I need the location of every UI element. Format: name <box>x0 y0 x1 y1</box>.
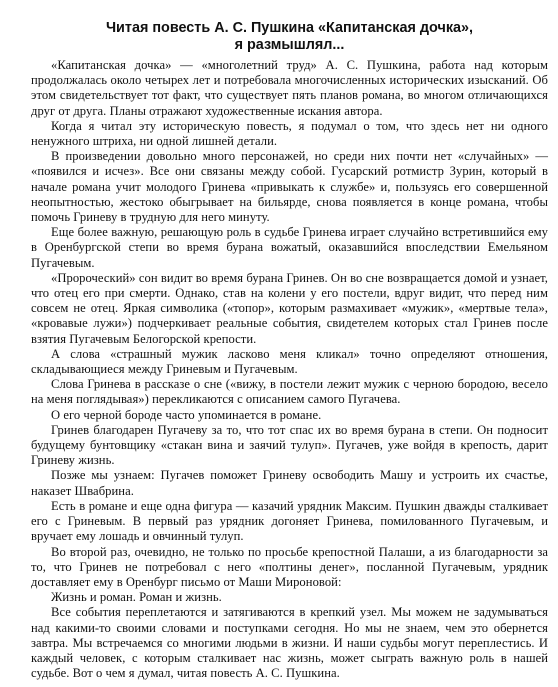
paragraph: Гринев благодарен Пугачеву за то, что тот спас их во время бурана в степи. Он подносит будущему бунтовщику «стакан вина и заячий тулуп». Пугачев, уже войдя в крепость, дарит Гриневу жизнь. <box>31 422 548 468</box>
paragraph: Во второй раз, очевидно, не только по просьбе крепостной Палаши, а из благодарности за то, что Гринев не потребовал с него «полтины денег», посланной Пугачевым, урядник доставляет ему в Оренбург письмо от Маши Мироновой: <box>31 544 548 589</box>
paragraph: Позже мы узнаем: Пугачев поможет Гриневу освободить Машу и устроить их счастье, наказет Швабрина. <box>31 468 548 498</box>
essay-body <box>31 58 548 681</box>
paragraph: Когда я читал эту историческую повесть, я подумал о том, что здесь нет ни одного ненужного штриха, ни одной лишней детали. <box>31 118 548 149</box>
essay-title <box>31 20 548 54</box>
paragraph: «Пророческий» сон видит во время бурана Гринев. Он во сне возвращается домой и узнает, что отец его при смерти. Однако, став на колени у его постели, вдруг видит, что перед ним совсем не отец. Яркая символика («топор», которым размахивает «мужик», «мертвые тела», «кровавые лужи») подчеркивает реальные события, свидетелем которых стал Гринев после взятия Пугачевым Белогорской крепости. <box>31 270 548 346</box>
paragraph: «Капитанская дочка» — «многолетний труд» А. С. Пушкина, работа над которым продолжалась около четырех лет и потребовала многочисленных исторических изысканий. Об этом свидетельствует тот факт, что существует пять планов романа, во многом отличающихся друг от друга. Планы отражают художественные искания автора. <box>31 58 548 118</box>
paragraph: Жизнь и роман. Роман и жизнь. <box>51 590 222 605</box>
paragraph: Слова Гринева в рассказе о сне («вижу, в постели лежит мужик с черною бородою, весело на меня поглядывая») перекликаются с описанием самого Пугачева. <box>31 377 548 407</box>
paragraph: В произведении довольно много персонажей, но среди них почти нет «случайных» — «появился и исчез». Все они связаны между собой. Гусарский ротмистр Зурин, который в начале романа учит молодого Гринева «привыкать к службе» и, пользуясь его совершенной неопытностью, жестоко обыгрывает на бильярде, снова появляется в конце романа, чтобы помочь Гриневу в трудную для него минуту. <box>31 149 548 225</box>
paragraph: Все события переплетаются и затягиваются в крепкий узел. Мы можем не задумываться над какими-то своими словами и поступками сегодня. Но мы не знаем, чем это обернется завтра. Мы встречаемся со многими людьми в жизни. И наши судьбы могут переплестись. И каждый человек, с которым сталкивает нас жизнь, может сыграть важную роль в нашей судьбе. Вот о чем я думал, читая повесть А. С. Пушкина. <box>31 605 548 681</box>
paragraph: Есть в романе и еще одна фигура — казачий урядник Максим. Пушкин дважды сталкивает его с Гриневым. В первый раз урядник догоняет Гринева, помилованного Пугачевым, и вручает ему лошадь и овчинный тулуп. <box>31 498 548 544</box>
essay-title-line-2: я размышлял... <box>234 37 345 53</box>
paragraph: О его черной бороде часто упоминается в романе. <box>51 407 322 422</box>
paragraph: А слова «страшный мужик ласково меня кликал» точно определяют отношения, складывающиеся между Гриневым и Пугачевым. <box>31 346 548 377</box>
paragraph: Еще более важную, решающую роль в судьбе Гринева играет случайно встретившийся ему в Оренбургской степи во время бурана вожатый, оказавшийся впоследствии Емельяном Пугачевым. <box>31 225 548 270</box>
essay-title-line-1: Читая повесть А. С. Пушкина «Капитанская дочка», <box>105 20 474 36</box>
